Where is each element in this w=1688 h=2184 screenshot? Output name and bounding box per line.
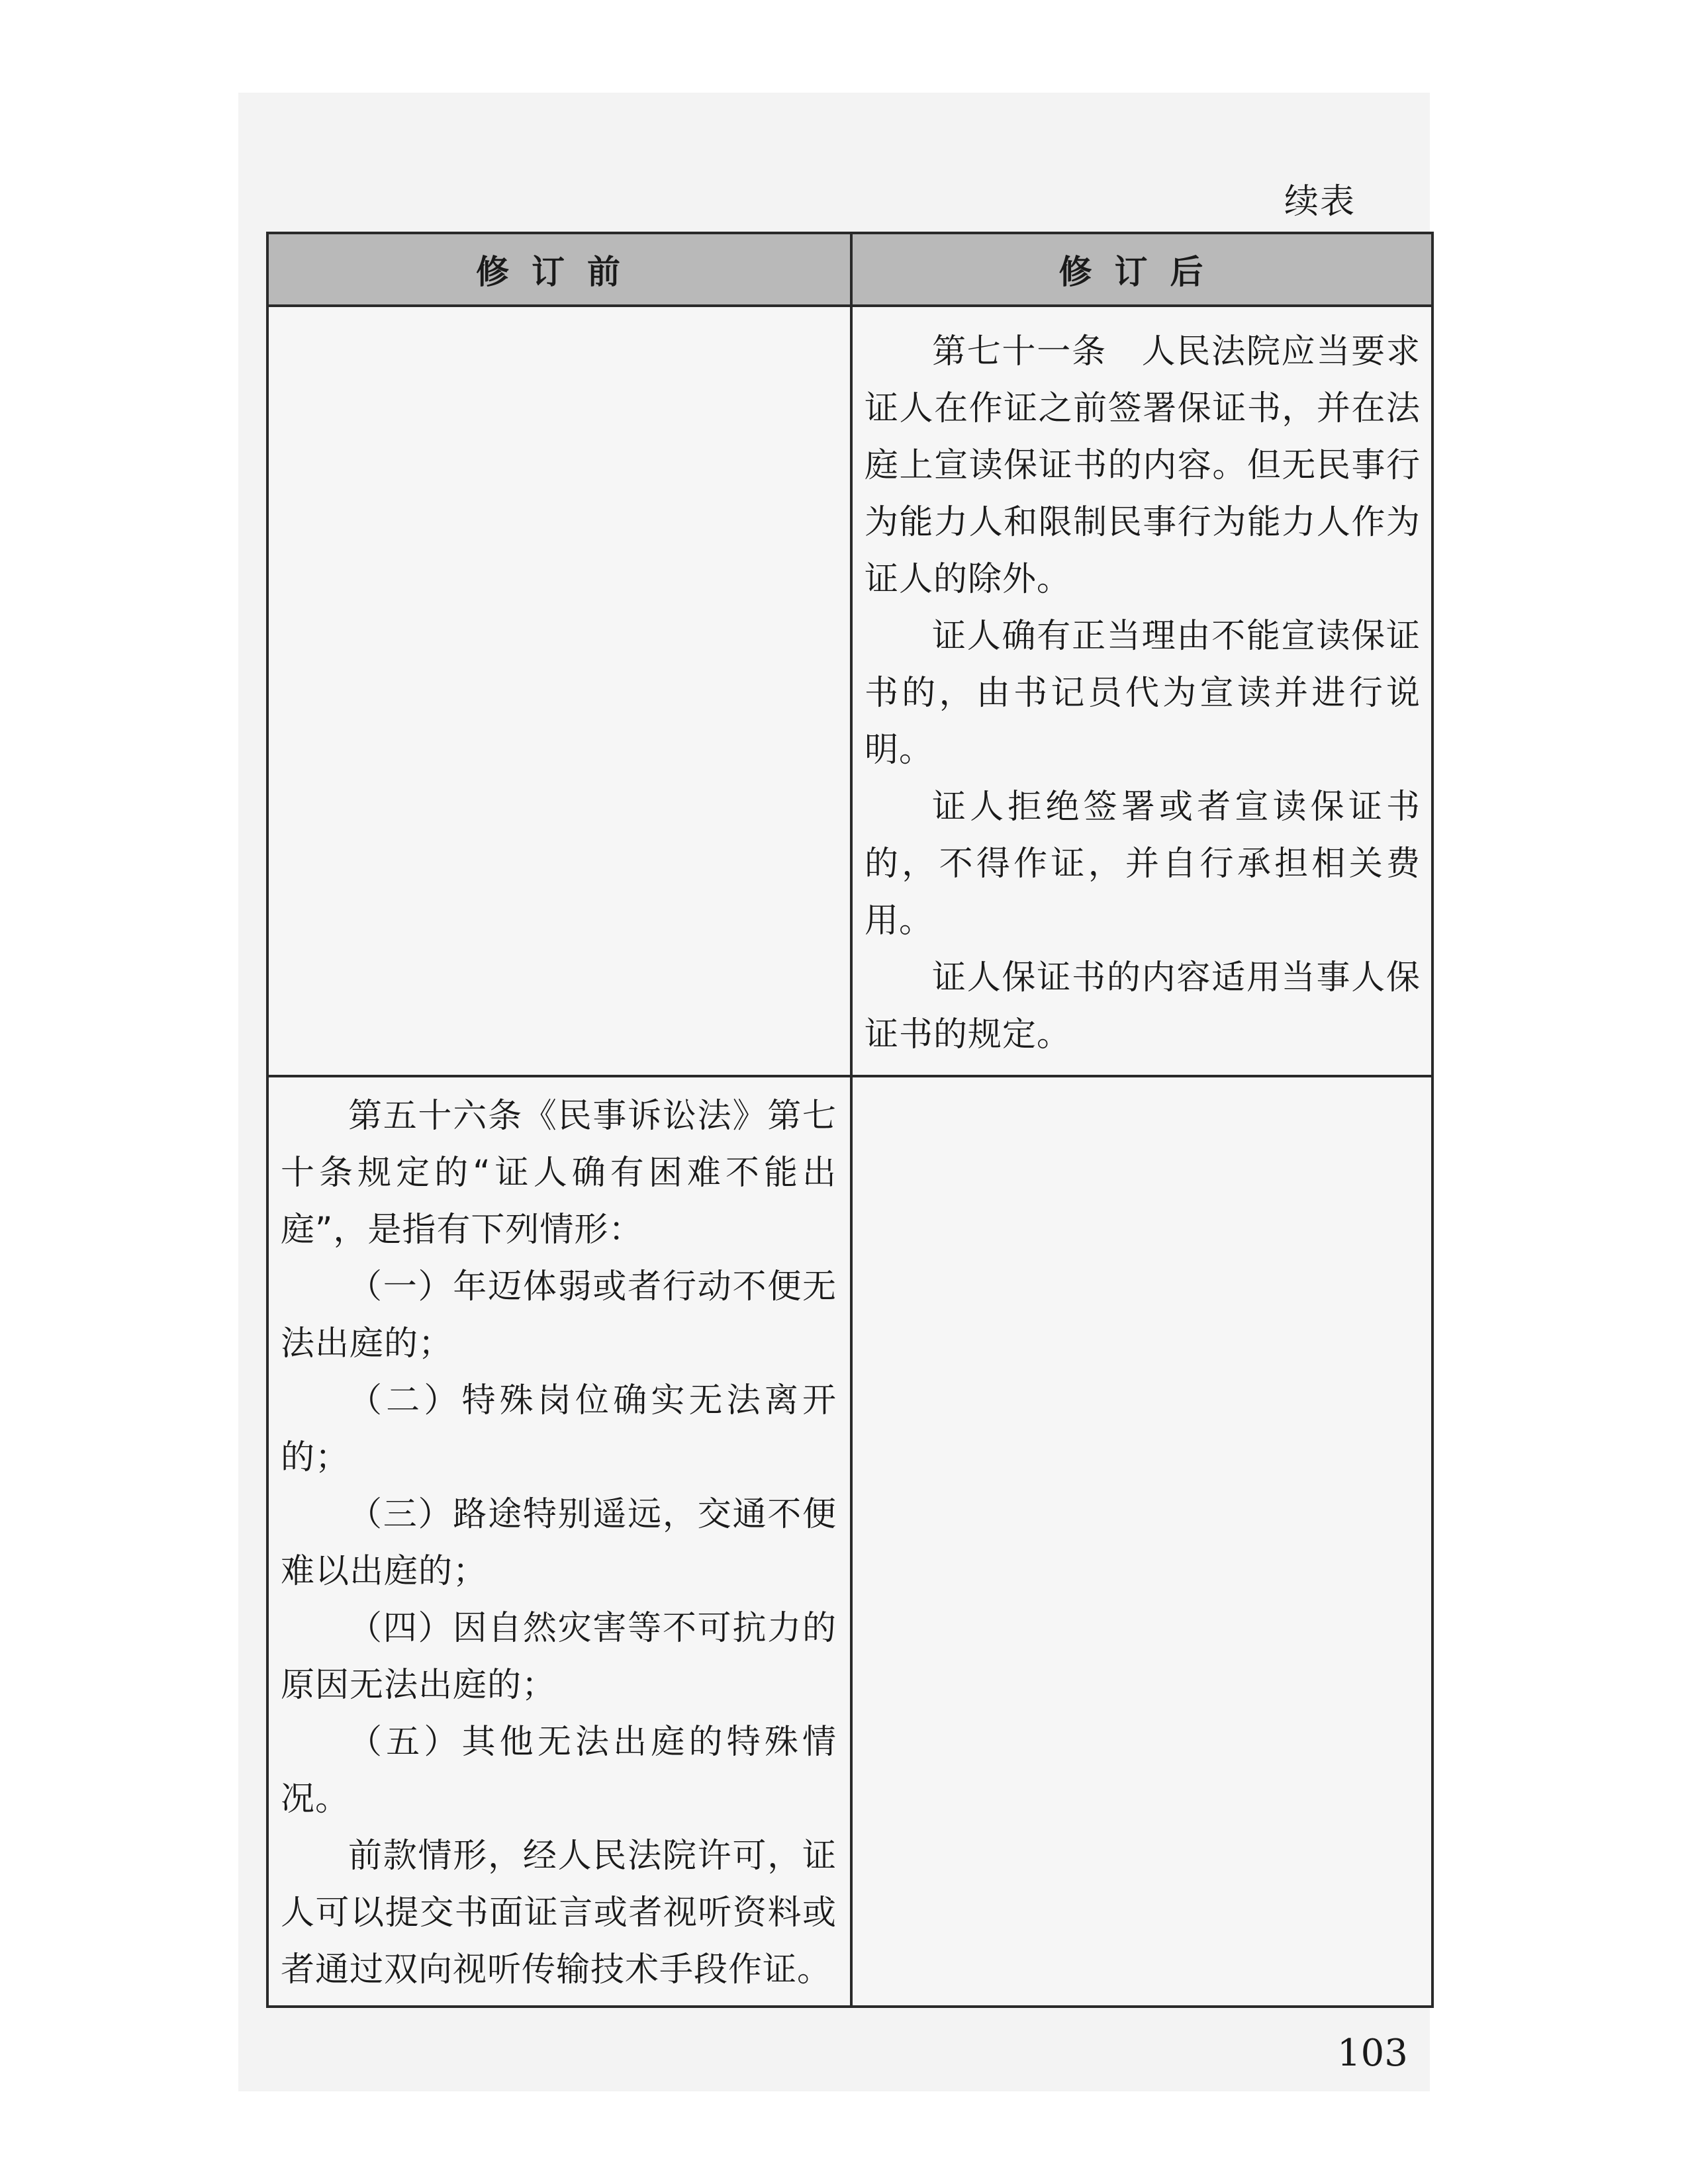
paragraph: 证人拒绝签署或者宣读保证书的，不得作证，并自行承担相关费用。 [865,788,1421,940]
paragraph: 前款情形，经人民法院许可，证人可以提交书面证言或者视听资料或者通过双向视听传输技术手段作证。 [281,1837,837,1989]
continued-label: 续表 [1284,182,1356,222]
after-revision-cell-article-71 [865,324,1421,1064]
column-divider [850,234,853,2005]
header-after-revision: 修订后 [1058,253,1226,291]
page-number: 103 [1337,2032,1408,2075]
paragraph: （五）其他无法出庭的特殊情况。 [281,1723,837,1819]
paragraph: 第七十一条 人民法院应当要求证人在作证之前签署保证书，并在法庭上宣读保证书的内容。但无民事行为能力人和限制民事行为能力人作为证人的除外。 [865,332,1421,599]
paragraph: （二）特殊岗位确实无法离开的； [281,1381,837,1477]
paragraph: 第五十六条《民事诉讼法》第七十条规定的“证人确有困难不能出庭”，是指有下列情形： [281,1097,837,1250]
header-before-revision: 修订前 [476,253,643,291]
comparison-table [266,232,1434,2008]
paragraph: 证人保证书的内容适用当事人保证书的规定。 [865,958,1421,1054]
row-divider [269,1075,1431,1077]
paragraph: （一）年迈体弱或者行动不便无法出庭的； [281,1267,837,1363]
paragraph: （四）因自然灾害等不可抗力的原因无法出庭的； [281,1609,837,1705]
before-revision-cell-article-56 [281,1088,837,1999]
paragraph: 证人确有正当理由不能宣读保证书的，由书记员代为宣读并进行说明。 [865,617,1421,770]
paragraph: （三）路途特别遥远，交通不便难以出庭的； [281,1495,837,1591]
